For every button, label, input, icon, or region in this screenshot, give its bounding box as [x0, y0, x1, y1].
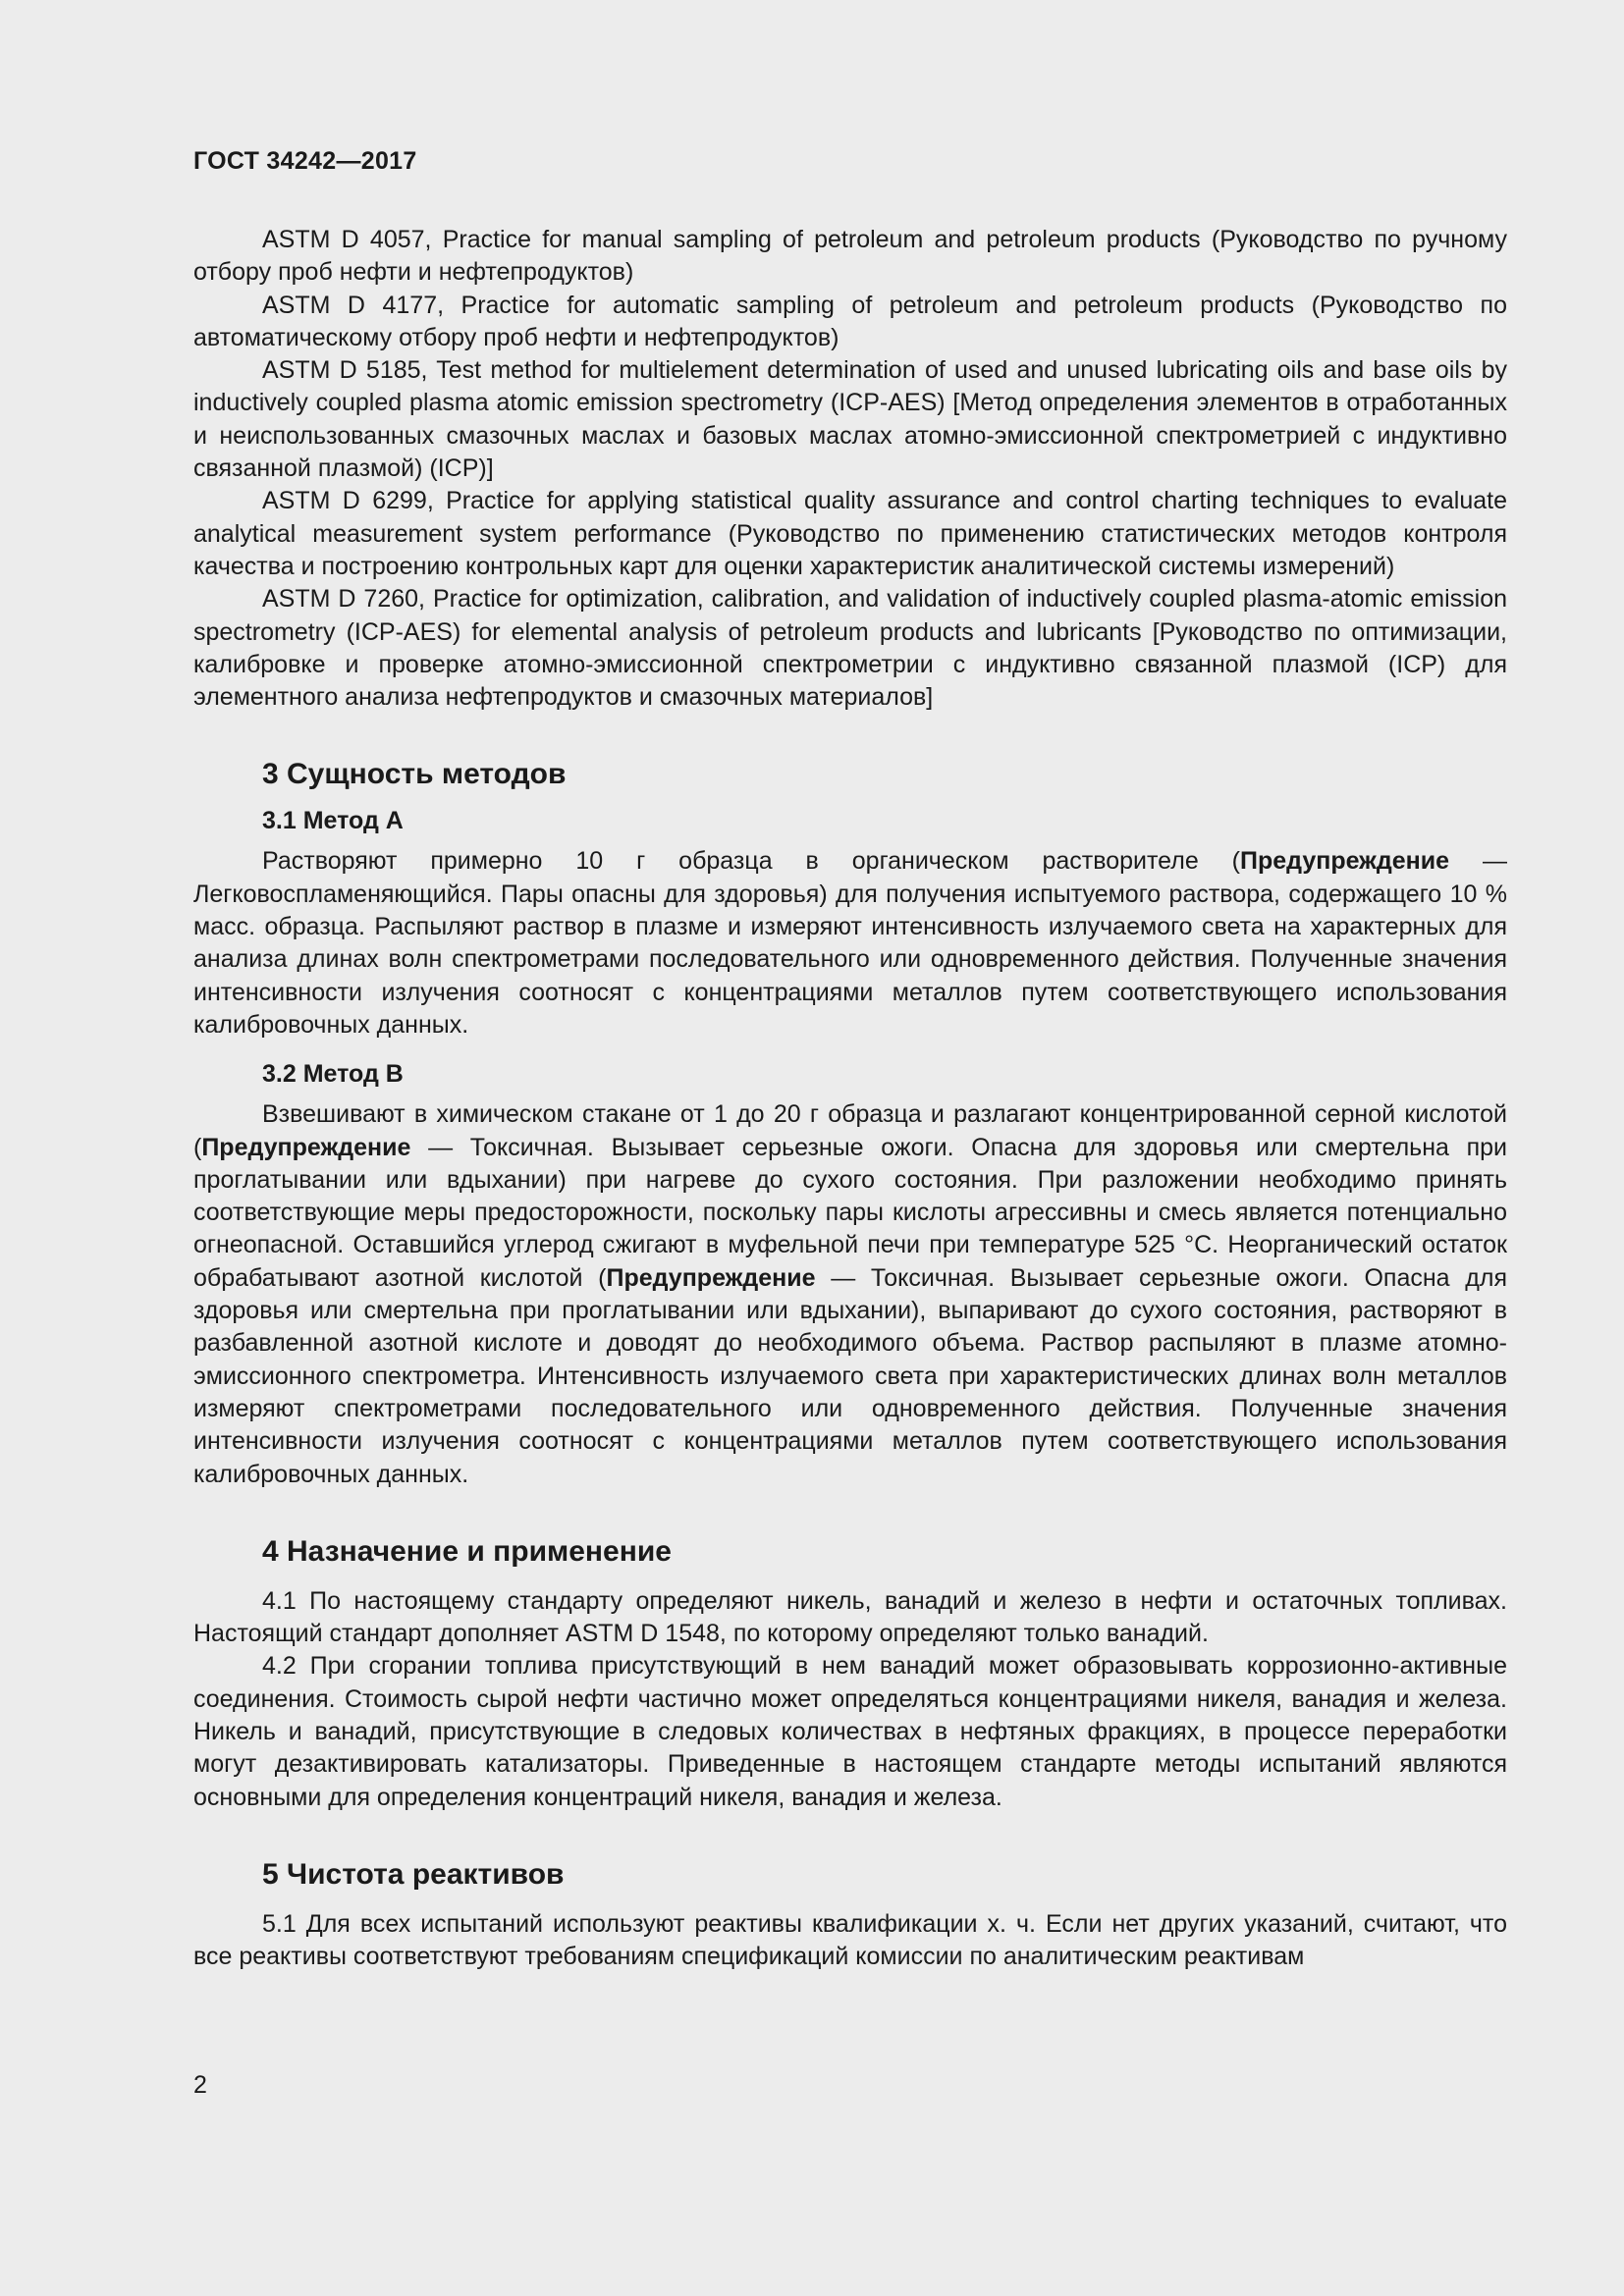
reference-astm-d4057: ASTM D 4057, Practice for manual sampling of petroleum and petroleum products (Руководство по ручному отбору проб нефти и нефтепродуктов)	[193, 226, 1507, 287]
reference-astm-d7260: ASTM D 7260, Practice for optimization, calibration, and validation of inductively coupled plasma-atomic emission spectrometry (ICP-AES) for elemental analysis of petroleum products and lubricants [Руководство по оптимизации, калибровке и проверке атомно-эмиссионной спектрометрии с индуктивно связанной плазмой (ICP) для элементного анализа нефтепродуктов и смазочных материалов]	[193, 585, 1507, 712]
reference-astm-d6299: ASTM D 6299, Practice for applying statistical quality assurance and control charting techniques to evaluate analytical measurement system performance (Руководство по применению статистических методов контроля качества и построению контрольных карт для оценки характеристик аналитической системы измерений)	[193, 487, 1507, 580]
method-b-paragraph	[193, 1098, 1507, 1491]
warning-label: Предупреждение	[606, 1263, 816, 1292]
section-5-heading: 5 Чистота реактивов	[262, 1857, 565, 1891]
method-b-text-1: Взвешивают в химическом стакане от 1 до 20 г образца и разлагают концентрированной серной кислотой (	[193, 1100, 1507, 1161]
method-b-text-2: — Токсичная. Вызывает серьезные ожоги. Опасна для здоровья или смертельна при проглатывании или вдыхании) при нагреве до сухого состояния. При разложении необходимо принять соответствующие меры предосторожности, поскольку пары кислоты агрессивны и смесь является потенциально огнеопасной. Оставшийся углерод сжигают в муфельной печи при температуре 525 °С. Неорганический остаток обрабатывают азотной кислотой (	[193, 1133, 1507, 1292]
method-a-text-2: — Легковоспламеняющийся. Пары опасны для здоровья) для получения испытуемого раствора, содержащего 10 % масс. образца. Распыляют раствор в плазме и измеряют интенсивность излучаемого света на характерных для анализа длинах волн спектрометрами последовательного или одновременного действия. Полученные значения интенсивности излучения соотносят с концентрациями металлов путем соответствующего использования калибровочных данных.	[193, 847, 1507, 1039]
document-header: ГОСТ 34242—2017	[193, 147, 417, 175]
section-3-heading: 3 Сущность методов	[262, 758, 567, 791]
clause-4-1: 4.1 По настоящему стандарту определяют никель, ванадий и железо в нефти и остаточных топливах. Настоящий стандарт дополняет ASTM D 1548, по которому определяют только ванадий.	[193, 1586, 1507, 1648]
document-body	[193, 224, 1507, 1973]
clause-5-1: 5.1 Для всех испытаний используют реактивы квалификации х. ч. Если нет других указаний, считают, что все реактивы соответствуют требованиям спецификаций комиссии по аналитическим реактивам	[193, 1909, 1507, 1971]
page-number: 2	[193, 2071, 207, 2099]
method-a-text-1: Растворяют примерно 10 г образца в органическом растворителе (	[262, 847, 1241, 876]
method-b-text-3: — Токсичная. Вызывает серьезные ожоги. Опасна для здоровья или смертельна при проглатывании или вдыхании), выпаривают до сухого состояния, растворяют в разбавленной азотной кислоте и доводят до необходимого объема. Раствор распыляют в плазме атомно-эмиссионного спектрометра. Интенсивность излучаемого света при характеристических длинах волн металлов измеряют спектрометрами последовательного или одновременного действия. Полученные значения интенсивности излучения соотносят с концентрациями металлов путем соответствующего использования калибровочных данных.	[193, 1263, 1507, 1488]
reference-astm-d4177: ASTM D 4177, Practice for automatic sampling of petroleum and petroleum products (Руководство по автоматическому отбору проб нефти и нефтепродуктов)	[193, 291, 1507, 351]
reference-astm-d5185: ASTM D 5185, Test method for multielement determination of used and unused lubricating oils and base oils by inductively coupled plasma atomic emission spectrometry (ICP-AES) [Метод определения элементов в отработанных и неиспользованных смазочных маслах и базовых маслах атомно-эмиссионной спектрометрией с индуктивно связанной плазмой) (ICP)]	[193, 356, 1507, 483]
subsection-3-2-heading: 3.2 Метод В	[262, 1060, 404, 1089]
clause-4-2: 4.2 При сгорании топлива присутствующий в нем ванадий может образовывать коррозионно-активные соединения. Стоимость сырой нефти частично может определяться концентрациями никеля, ванадия и железа. Никель и ванадий, присутствующие в следовых количествах в нефтяных фракциях, в процессе переработки могут дезактивировать катализаторы. Приведенные в настоящем стандарте методы испытаний являются основными для определения концентраций никеля, ванадия и железа.	[193, 1652, 1507, 1811]
subsection-3-1-heading: 3.1 Метод А	[262, 807, 404, 835]
warning-label: Предупреждение	[201, 1133, 411, 1161]
warning-label: Предупреждение	[1240, 847, 1450, 876]
method-a-paragraph	[193, 845, 1507, 1041]
section-4-heading: 4 Назначение и применение	[262, 1534, 672, 1568]
